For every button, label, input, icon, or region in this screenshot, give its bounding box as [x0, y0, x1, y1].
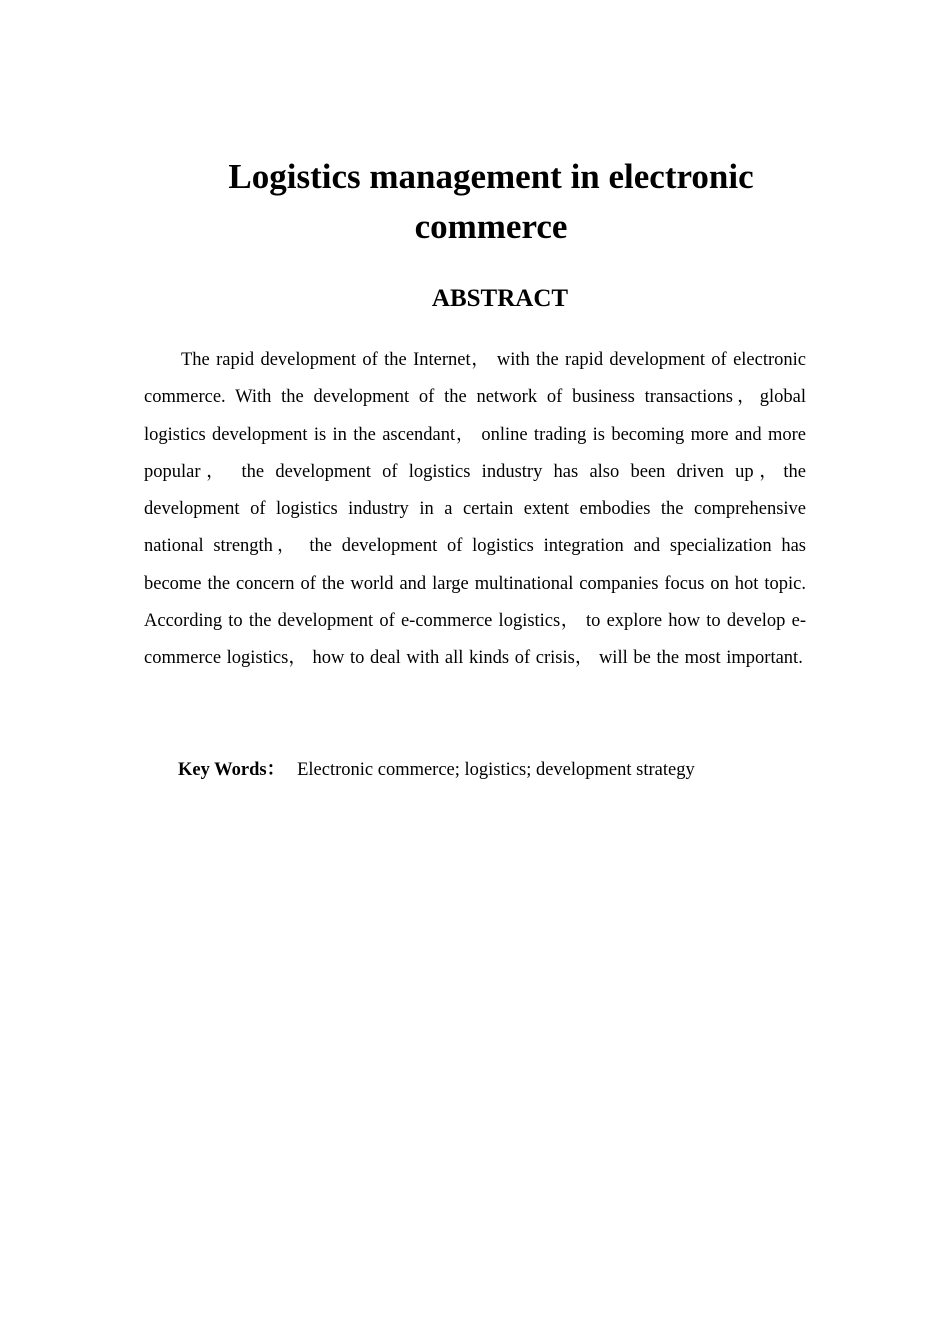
keywords-label: Key Words [178, 760, 267, 780]
keywords-list: Electronic commerce; logistics; development strategy [297, 760, 695, 780]
abstract-heading: ABSTRACT [431, 285, 569, 312]
abstract-paragraph: The rapid development of the Internet， with the rapid development of electronic commerce. With the development of the network of business transactions，global logistics development is in the ascendant， online trading is becoming more and more popular， the development of logistics industry has also been driven up，the development of logistics industry in a certain extent embodies the comprehensive national strength， the development of logistics integration and specialization has become the concern of the world and large multinational companies focus on hot topic. According to the development of e-commerce logistics， to explore how to develop e-commerce logistics， how to deal with all kinds of crisis， will be the most important. [144, 350, 806, 669]
document-title: Logistics management in electronic commerce [228, 157, 754, 246]
keywords-line [178, 756, 838, 784]
keywords-separator: ： [266, 760, 286, 780]
